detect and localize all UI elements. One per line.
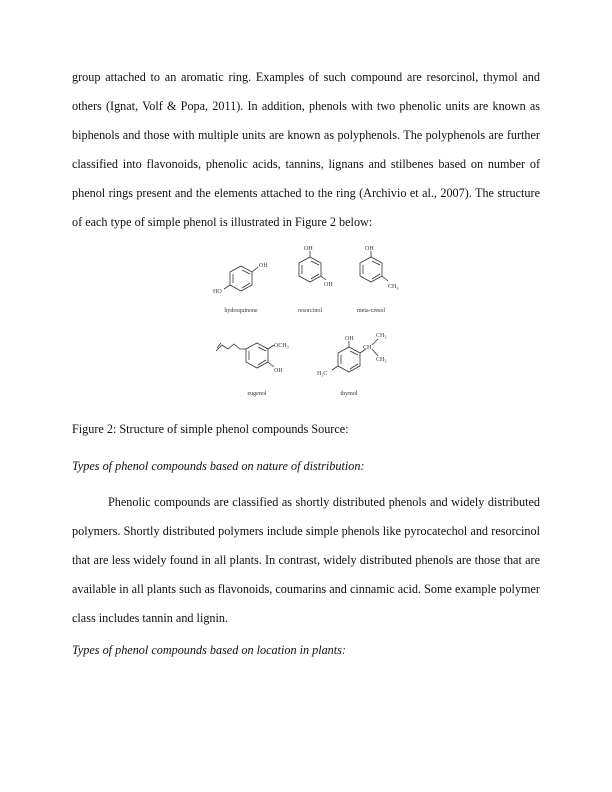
oh-label: OH <box>365 246 374 252</box>
ch3-label: $CH_3$ <box>376 357 387 364</box>
oh-label: OH <box>324 282 333 288</box>
compound-name-hydroquinone: hydroquinone <box>224 308 258 314</box>
ch-label: CH <box>363 345 372 351</box>
ch3-label: $CH_3$ <box>376 333 387 340</box>
paragraph-distribution <box>72 488 540 633</box>
text-line: group attached to an aromatic ring. Examples of such compound are resorcinol, thymol and <box>72 70 540 84</box>
h3c-label: $H_3C$ <box>317 371 328 378</box>
oh-label: OH <box>304 246 313 252</box>
compound-name-eugenol: eugenol <box>247 391 267 397</box>
ch3-label: $CH_3$ <box>388 284 399 291</box>
och3-label: $OCH_3$ <box>274 343 289 350</box>
figure-2-phenol-structures <box>200 243 412 401</box>
heading-distribution: Types of phenol compounds based on nature of distribution: <box>72 459 365 473</box>
text-line: available in all plants such as flavonoids, coumarins and cinnamic acid. Some example polymer <box>72 582 540 596</box>
text-line: Phenolic compounds are classified as shortly distributed phenols and widely distributed <box>108 495 540 509</box>
text-line: phenol rings present and the elements attached to the ring (Archivio et al., 2007). The structure <box>72 186 540 200</box>
text-line: biphenols and those with multiple units are known as polyphenols. The polyphenols are further <box>72 128 540 142</box>
text-line: classified into flavonoids, phenolic acids, tannins, lignans and stilbenes based on number of <box>72 157 540 171</box>
oh-label: OH <box>345 336 354 342</box>
resorcinol-structure <box>299 251 326 282</box>
eugenol-structure <box>216 343 274 368</box>
compound-name-thymol: thymol <box>340 391 358 397</box>
ho-label: HO <box>213 289 222 295</box>
text-line: that are less widely found in all plants. In contrast, widely distributed phenols are those that are <box>72 553 540 567</box>
meta-cresol-structure <box>360 251 388 282</box>
oh-label: OH <box>274 368 283 374</box>
text-line: class includes tannin and lignin. <box>72 611 229 625</box>
compound-name-resorcinol: resorcinol <box>298 308 322 314</box>
paragraph-phenol-classification <box>72 63 540 237</box>
oh-label: OH <box>259 263 268 269</box>
hydroquinone-structure <box>224 266 258 291</box>
text-line: of each type of simple phenol is illustrated in Figure 2 below: <box>72 215 373 229</box>
heading-location: Types of phenol compounds based on location in plants: <box>72 643 346 657</box>
figure-caption: Figure 2: Structure of simple phenol compounds Source: <box>72 422 349 436</box>
text-line: others (Ignat, Volf & Popa, 2011). In addition, phenols with two phenolic units are known as <box>72 99 540 113</box>
text-line: polymers. Shortly distributed polymers include simple phenols like pyrocatechol and resorcinol <box>72 524 540 538</box>
thymol-structure <box>332 339 378 372</box>
chemical-structures-diagram <box>200 243 412 401</box>
compound-name-meta-cresol: meta-cresol <box>357 308 385 314</box>
